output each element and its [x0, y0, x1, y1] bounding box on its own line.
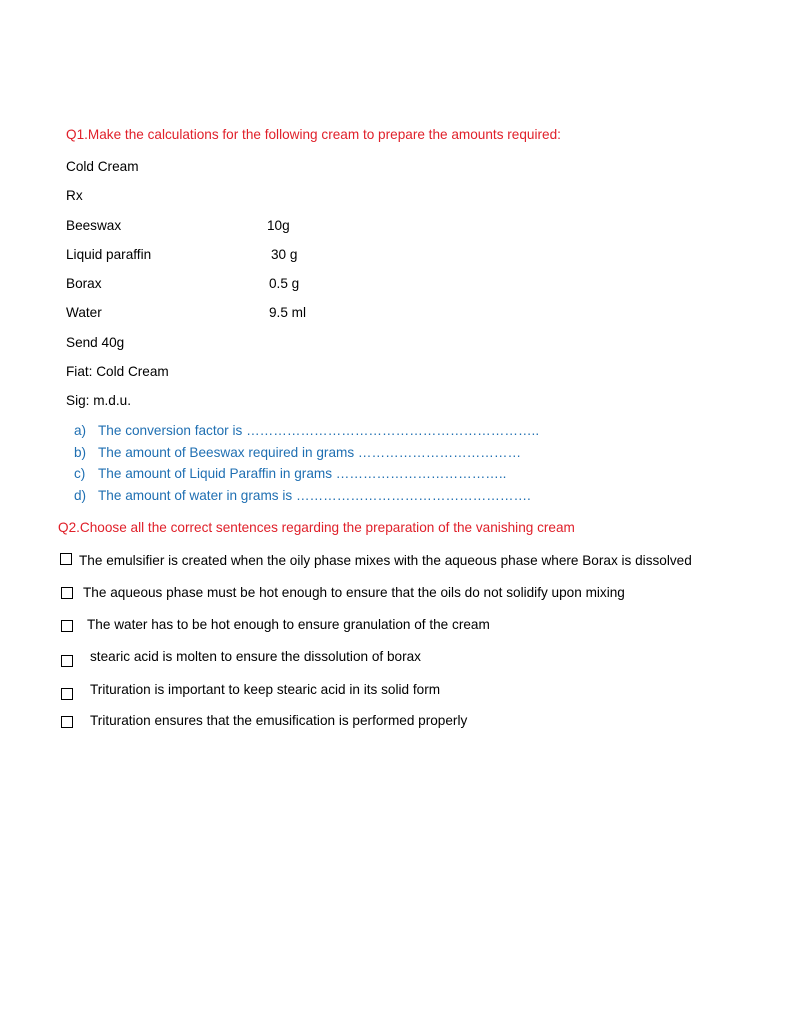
checkbox[interactable]	[61, 716, 73, 728]
rx-label: Rx	[66, 188, 83, 203]
option-label: The aqueous phase must be hot enough to ensure that the oils do not solidify upon mixing	[83, 585, 625, 600]
product-name: Cold Cream	[66, 159, 139, 174]
option-label: The emulsifier is created when the oily phase mixes with the aqueous phase where Borax is dissolved	[79, 553, 692, 568]
ingredient-name: Water	[66, 305, 102, 320]
checkbox[interactable]	[60, 553, 72, 565]
ingredient-name: Liquid paraffin	[66, 247, 152, 262]
q2-title: Q2.Choose all the correct sentences regarding the preparation of the vanishing cream	[58, 520, 575, 535]
send-line: Send 40g	[66, 335, 125, 350]
checkbox[interactable]	[61, 688, 73, 700]
list-marker: b)	[74, 445, 87, 460]
ingredient-name: Beeswax	[66, 218, 122, 233]
answer-line-liquid-paraffin[interactable]: The amount of Liquid Paraffin in grams ………………………………..	[98, 466, 507, 481]
ingredient-amount: 30 g	[271, 247, 298, 262]
checkbox[interactable]	[61, 587, 73, 599]
ingredient-name: Borax	[66, 276, 102, 291]
checkbox[interactable]	[61, 620, 73, 632]
ingredient-amount: 9.5 ml	[269, 305, 307, 320]
list-marker: c)	[74, 466, 86, 481]
checkbox[interactable]	[61, 655, 73, 667]
option-label: Trituration ensures that the emusification is performed properly	[90, 713, 468, 728]
answer-line-conversion-factor[interactable]: The conversion factor is ………………………………………………………..	[98, 423, 540, 438]
q1-title: Q1.Make the calculations for the following cream to prepare the amounts required:	[66, 127, 561, 142]
answer-line-beeswax[interactable]: The amount of Beeswax required in grams ………………………………	[98, 445, 522, 460]
sig-line: Sig: m.d.u.	[66, 393, 131, 408]
option-label: The water has to be hot enough to ensure granulation of the cream	[87, 617, 490, 632]
option-label: stearic acid is molten to ensure the dissolution of borax	[90, 649, 421, 664]
answer-line-water[interactable]: The amount of water in grams is …………………………………………….	[98, 488, 531, 503]
option-label: Trituration is important to keep stearic acid in its solid form	[90, 682, 441, 697]
ingredient-amount: 0.5 g	[269, 276, 300, 291]
ingredient-amount: 10g	[267, 218, 290, 233]
list-marker: a)	[74, 423, 87, 438]
list-marker: d)	[74, 488, 87, 503]
fiat-line: Fiat: Cold Cream	[66, 364, 169, 379]
